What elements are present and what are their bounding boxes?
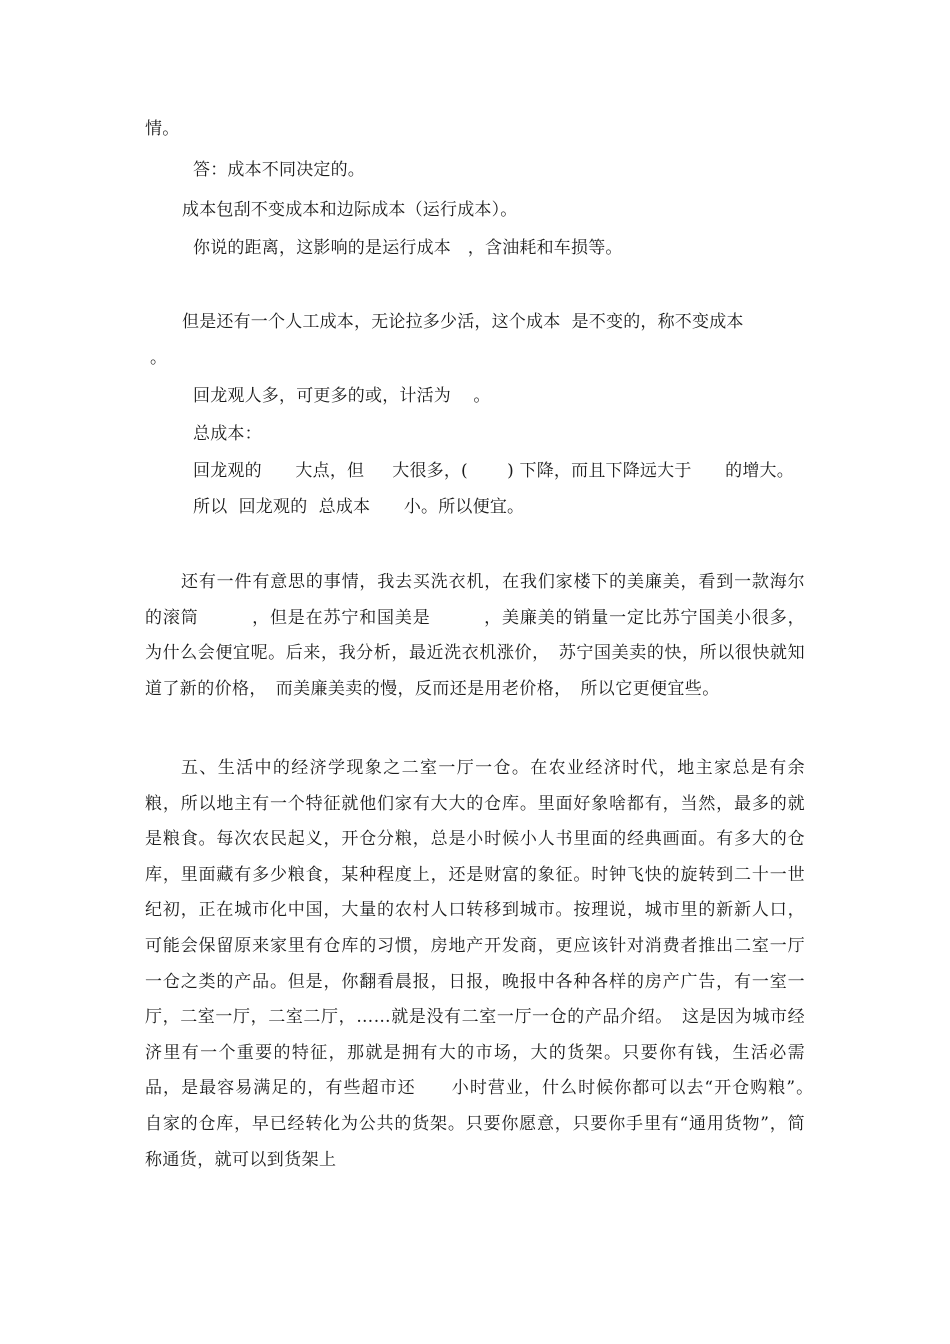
paragraph-section-five: 五、生活中的经济学现象之二室一厅一仓。在农业经济时代，地主家总是有余粮，所以地主有一个特征就他们家有大大的仓库。里面好象啥都有，当然，最多的就是粮食。每次农民起义，开仓分粮，总是小时候小人书里面的经典画面。有多大的仓库，里面藏有多少粮食，某种程度上，还是财富的象征。时钟飞快的旋转到二十一世纪初，正在城市化中国，大量的农村人口转移到城市。按理说，城市里的新新人口，可能会保留原来家里有仓库的习惯，房地产开发商，更应该针对消费者推出二室一厅一仓之类的产品。但是，你翻看晨报，日报，晚报中各种各样的房产广告，有一室一厅，二室一厅，二室二厅，……就是没有二室一厅一仓的产品介绍。 这是因为城市经济里有一个重要的特征，那就是拥有大的市场，大的货架。只要你有钱，生活必需品，是最容易满足的，有些超市还 小时营业，什么时候你都可以去“开仓购粮”。 自家的仓库，早已经转化为公共的货架。只要你愿意，只要你手里有“通用货物”，简称通货，就可以到货架上 xyxy=(145,758,823,1170)
text-line: 但是还有一个人工成本，无论拉多少活，这个成本 是不变的，称不变成本 xyxy=(182,312,744,332)
text-line: 回龙观人多，可更多的或，计活为 。 xyxy=(193,386,491,406)
text-line: 。 xyxy=(150,348,168,368)
text-line: 总成本： xyxy=(193,424,262,444)
text-line: 情。 xyxy=(145,119,180,139)
text-line: 所以 回龙观的 总成本 小。所以便宜。 xyxy=(193,497,525,517)
paragraph-washing-machine: 还有一件有意思的事情，我去买洗衣机，在我们家楼下的美廉美，看到一款海尔的滚筒 ，但是在苏宁和国美是 ，美廉美的销量一定比苏宁国美小很多，为什么会便宜呢。后来，我分析，最近洗衣机涨价， 苏宁国美卖的快，所以很快就知道了新的价格， 而美廉美卖的慢，反而还是用老价格， 所以它更便宜些。 xyxy=(145,572,805,699)
text-line: 你说的距离，这影响的是运行成本 ，含油耗和车损等。 xyxy=(193,238,623,258)
text-line: 答：成本不同决定的。 xyxy=(193,160,365,180)
text-line: 回龙观的 大点，但 大很多，( ) 下降，而且下降远大于 的增大。 xyxy=(193,461,794,481)
text-line: 成本包刮不变成本和边际成本（运行成本）。 xyxy=(182,200,518,220)
